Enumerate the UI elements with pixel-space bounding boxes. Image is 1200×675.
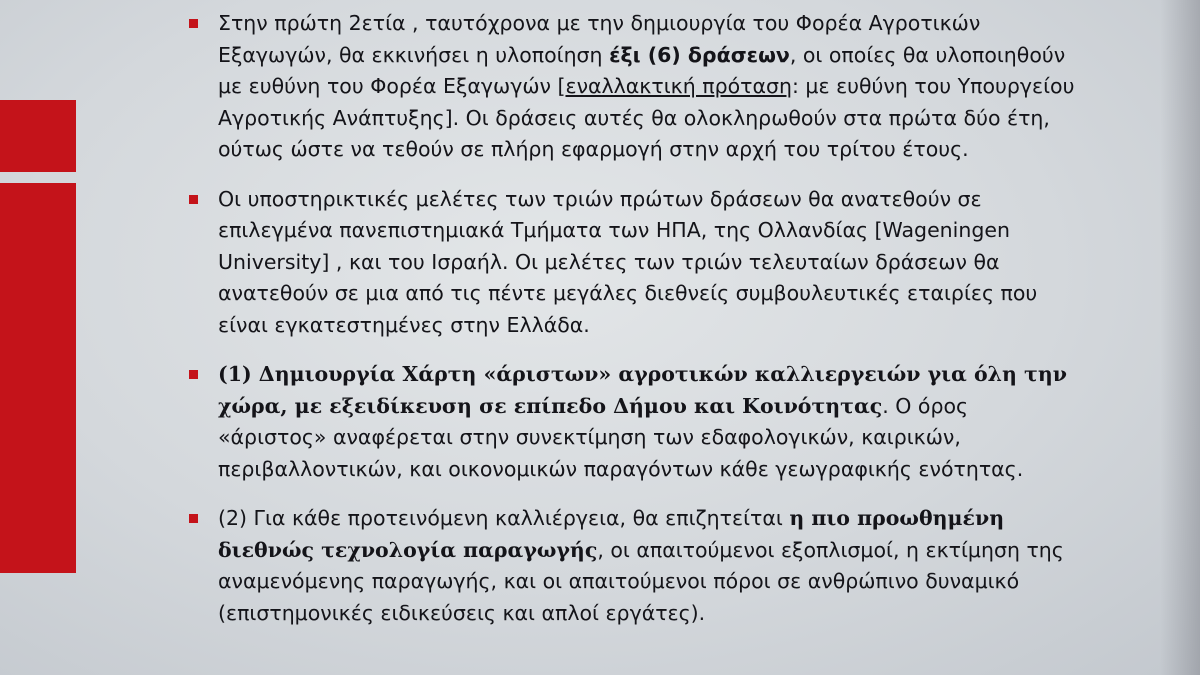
bullet-1-text: [218, 11, 1074, 161]
red-square-bullet-icon: [189, 19, 198, 28]
bullet-4-text-part: , οι απαιτούμενοι εξοπλισμοί, η εκτίμηση της αναμενόμενης παραγωγής, και οι απαιτούμενοι πόροι σε ανθρώπινο δυναμικό (επιστημονικές ειδικεύσεις και απλοί εργάτες).: [218, 537, 1064, 625]
red-square-bullet-icon: [189, 370, 198, 379]
bullet-item-1: [180, 8, 1080, 166]
bullet-item-3: [180, 359, 1080, 485]
bullet-1-text-part: Στην πρώτη 2ετία , ταυτόχρονα με την δημιουργία του Φορέα Αγροτικών Εξαγωγών, θα εκκινήσει η υλοποίηση: [218, 11, 981, 67]
bullet-1-text-part: , οι οποίες θα υλοποιηθούν με ευθύνη του Φορέα Εξαγωγών [: [218, 42, 1066, 98]
red-square-bullet-icon: [189, 195, 198, 204]
bullet-1-text-part: : με ευθύνη του Υπουργείου Αγροτικής Ανάπτυξης]. Οι δράσεις αυτές θα ολοκληρωθούν στα πρώτα δύο έτη, ούτως ώστε να τεθούν σε πλήρη εφαρμογή στην αρχή του τρίτου έτους.: [218, 74, 1075, 161]
red-square-bullet-icon: [189, 514, 198, 523]
bullet-1-bold-part: έξι (6) δράσεων: [609, 42, 790, 67]
bullet-item-4: [180, 503, 1080, 629]
bullet-1-underlined-part: εναλλακτική πρόταση: [565, 74, 792, 98]
bullet-item-2: [180, 184, 1080, 342]
bullet-4-text: [218, 506, 1064, 625]
bullet-3-text: [218, 362, 1067, 481]
red-accent-bar-top: [0, 100, 76, 172]
bullet-3-bold-part: (1) Δημιουργία Χάρτη «άριστων» αγροτικών καλλιεργειών για όλη την χώρα, με εξειδίκευση σε επίπεδο Δήμου και Κοινότητας: [218, 362, 1067, 418]
bullet-4-text-part: (2) Για κάθε προτεινόμενη καλλιέργεια, θα επιζητείται: [218, 506, 790, 530]
bullet-2-text: Οι υποστηρικτικές μελέτες των τριών πρώτων δράσεων θα ανατεθούν σε επιλεγμένα πανεπιστημιακά Τμήματα των ΗΠΑ, της Ολλανδίας [Wageningen University] , και του Ισραήλ. Οι μελέτες των τριών τελευταίων δράσεων θα ανατεθούν σε μια από τις πέντε μεγάλες διεθνείς συμβουλευτικές εταιρίες που είναι εγκατεστημένες στην Ελλάδα.: [218, 186, 1038, 337]
bullet-3-text-part: . Ο όρος «άριστος» αναφέρεται στην συνεκτίμηση των εδαφολογικών, καιρικών, περιβαλλοντικών, και οικονομικών παραγόντων κάθε γεωγραφικής ενότητας.: [218, 393, 1024, 481]
slide-body: [180, 8, 1080, 647]
red-accent-bar-bottom: [0, 183, 76, 573]
bullet-4-bold-part: η πιο προωθημένη διεθνώς τεχνολογία παραγωγής: [218, 506, 1005, 562]
edge-shadow: [1160, 0, 1200, 675]
